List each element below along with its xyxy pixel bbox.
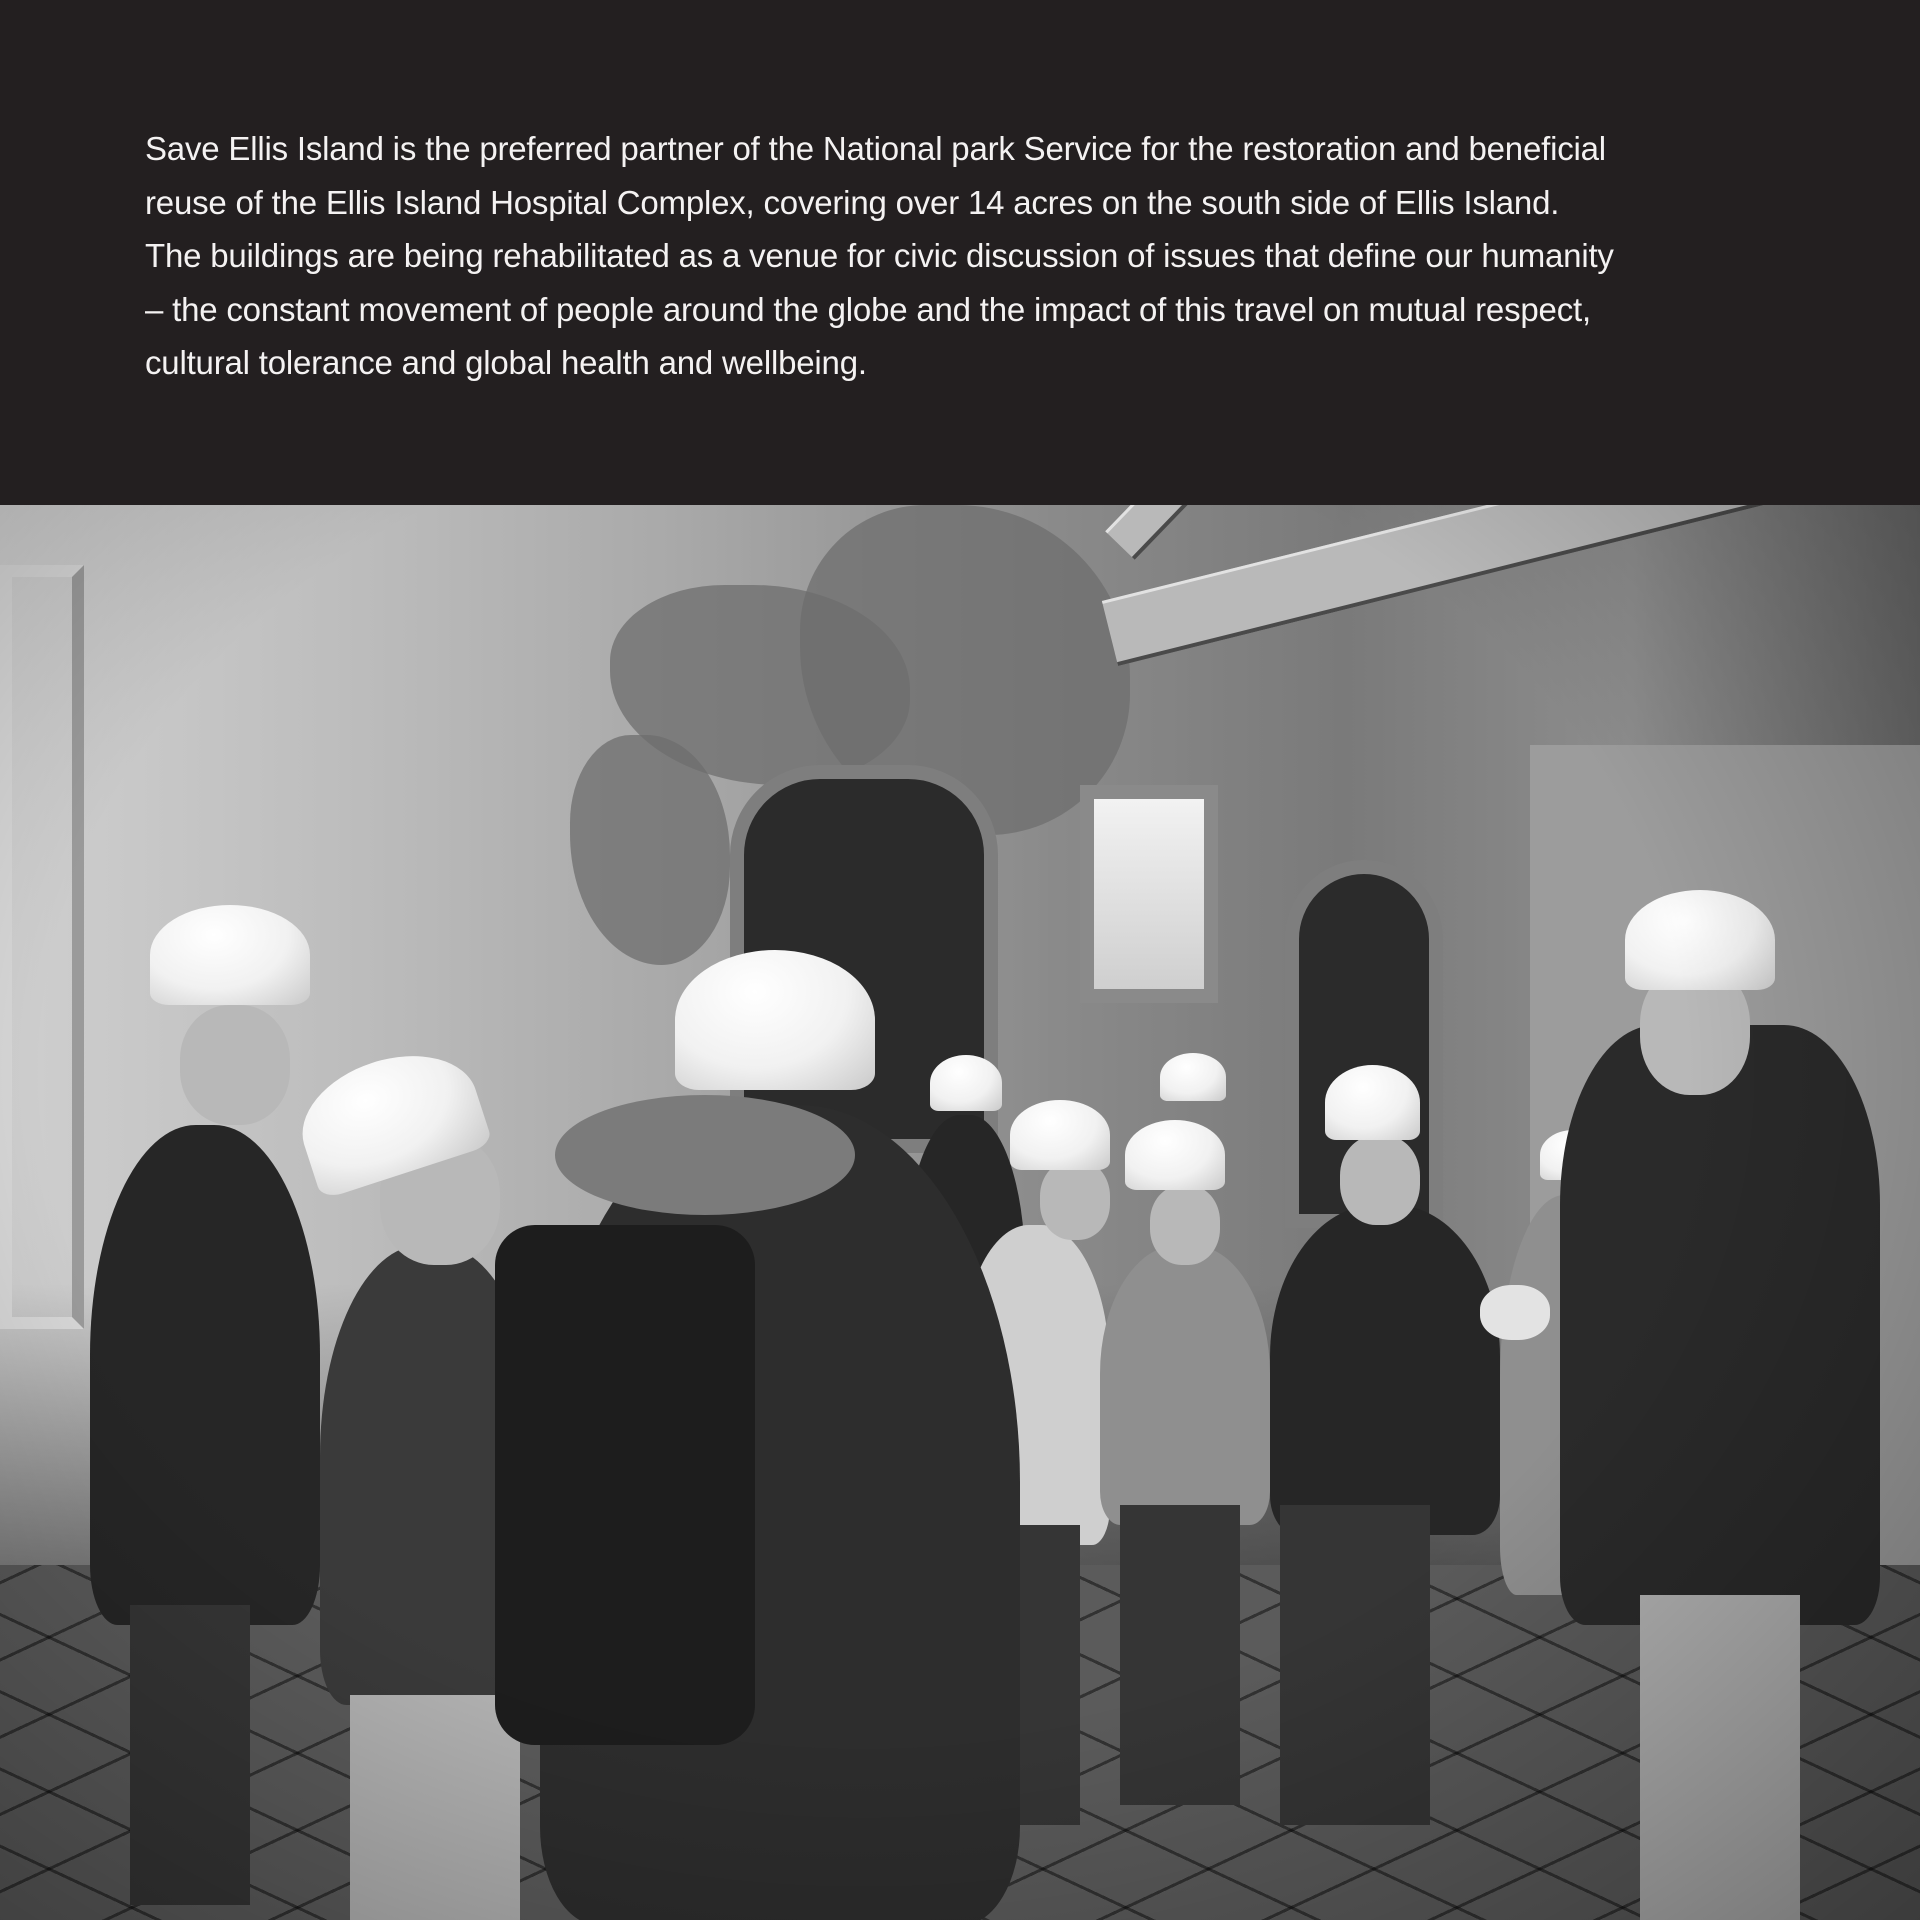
intro-line: reuse of the Ellis Island Hospital Complex, covering over 14 acres on the south side of Ellis Island. — [145, 183, 1560, 221]
intro-paragraph — [145, 122, 1805, 390]
intro-line: The buildings are being rehabilitated as a venue for civic discussion of issues that define our humanity — [145, 237, 1614, 274]
intro-band — [0, 0, 1920, 505]
intro-line: – the constant movement of people around the globe and the impact of this travel on mutual respect, — [145, 290, 1591, 328]
photo-vignette — [0, 505, 1920, 1920]
intro-line: cultural tolerance and global health and wellbeing. — [145, 344, 867, 381]
group-tour-photo — [0, 505, 1920, 1920]
intro-line: Save Ellis Island is the preferred partner of the National park Service for the restoration and beneficial — [145, 130, 1606, 167]
